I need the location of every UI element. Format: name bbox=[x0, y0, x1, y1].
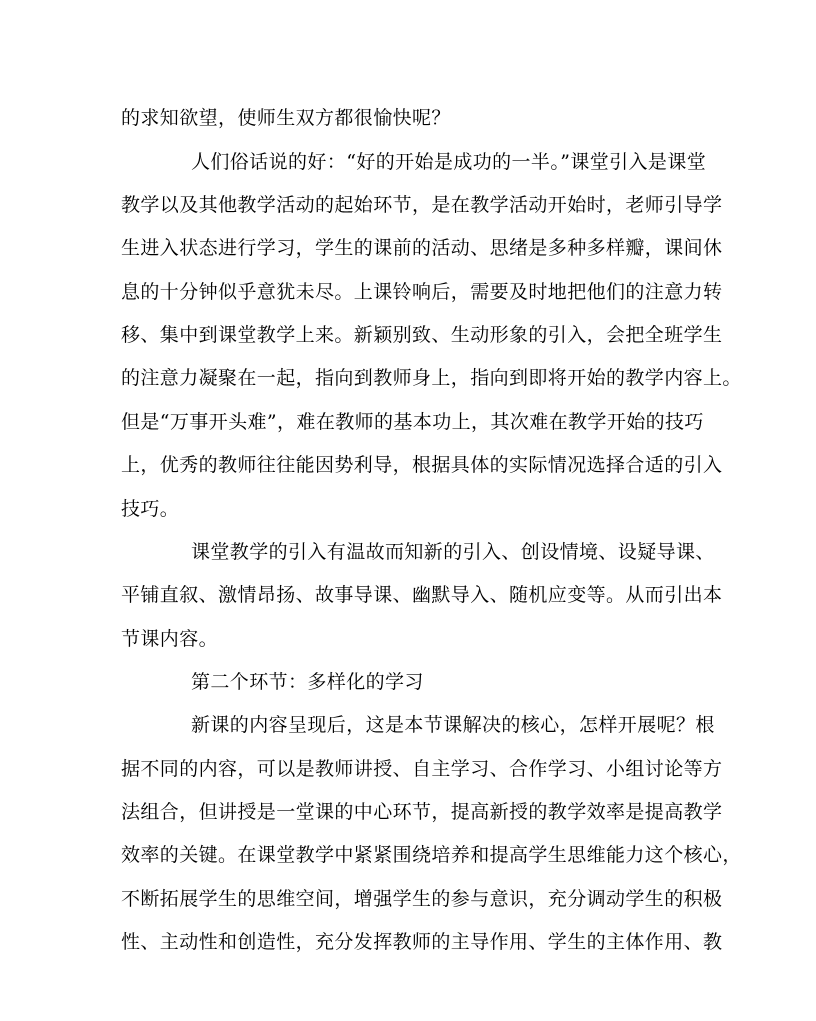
text-line: 教学以及其他教学活动的起始环节，是在教学活动开始时，老师引导学 bbox=[121, 194, 723, 216]
text-line: 法组合，但讲授是一堂课的中心环节，提高新授的教学效率是提高教学 bbox=[121, 801, 723, 823]
text-line: 平铺直叙、激情昂扬、故事导课、幽默导入、随机应变等。从而引出本 bbox=[121, 584, 723, 606]
text-line: 人们俗话说的好：“好的开始是成功的一半。”课堂引入是课堂 bbox=[191, 151, 707, 173]
text-line: 新课的内容呈现后，这是本节课解决的核心，怎样开展呢？根 bbox=[191, 714, 715, 736]
text-line: 据不同的内容，可以是教师讲授、自主学习、合作学习、小组讨论等方 bbox=[121, 758, 723, 780]
text-line: 节课内容。 bbox=[121, 628, 219, 650]
text-line: 效率的关键。在课堂教学中紧紧围绕培养和提高学生思维能力这个核心， bbox=[121, 844, 742, 866]
text-line: 课堂教学的引入有温故而知新的引入、创设情境、设疑导课、 bbox=[191, 541, 715, 563]
text-line: 息的十分钟似乎意犹未尽。上课铃响后，需要及时地把他们的注意力转 bbox=[121, 281, 723, 303]
text-line: 但是“万事开头难”，难在教师的基本功上，其次难在教学开始的技巧 bbox=[121, 411, 704, 433]
section-heading: 第二个环节：多样化的学习 bbox=[191, 671, 424, 693]
text-line: 性、主动性和创造性，充分发挥教师的主导作用、学生的主体作用、教 bbox=[121, 931, 723, 953]
text-line: 生进入状态进行学习，学生的课前的活动、思绪是多种多样瓣，课间休 bbox=[121, 237, 723, 259]
text-line: 移、集中到课堂教学上来。新颖别致、生动形象的引入，会把全班学生 bbox=[121, 324, 723, 346]
text-line: 上，优秀的教师往往能因势利导，根据具体的实际情况选择合适的引入 bbox=[121, 454, 723, 476]
text-line: 不断拓展学生的思维空间，增强学生的参与意识，充分调动学生的积极 bbox=[121, 888, 723, 910]
text-line: 的注意力凝聚在一起，指向到教师身上，指向到即将开始的教学内容上。 bbox=[121, 367, 742, 389]
text-line: 技巧。 bbox=[121, 498, 180, 520]
text-line: 的求知欲望，使师生双方都很愉快呢？ bbox=[121, 107, 451, 129]
